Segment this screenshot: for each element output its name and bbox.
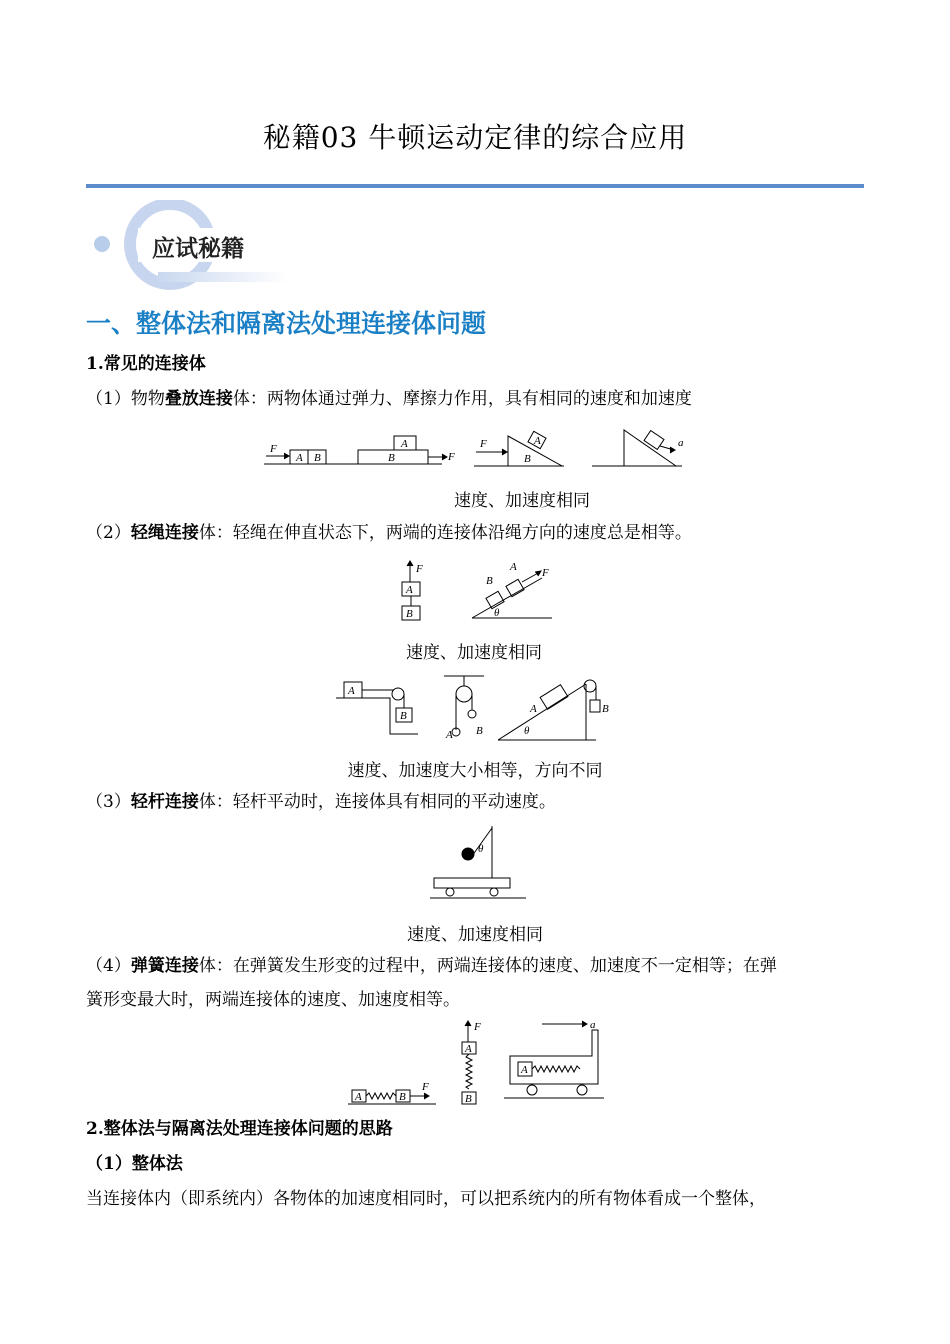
item-key-term: 轻杆连接 [130, 792, 199, 812]
subheading-common-connectors: 1.常见的连接体 [86, 354, 206, 374]
svg-text:F: F [422, 1081, 429, 1093]
spring-connection-figures [346, 1018, 606, 1108]
svg-text:A: A [534, 435, 541, 447]
svg-text:F: F [542, 567, 549, 579]
item-text: 体：在弹簧发生形变的过程中，两端连接体的速度、加速度不一定相等；在弹 [198, 956, 777, 976]
item-text: 体：轻杆平动时，连接体具有相同的平动速度。 [198, 792, 556, 812]
item-key-term: 弹簧连接 [130, 956, 199, 976]
page-title: 秘籍03 牛顿运动定律的综合应用 [262, 121, 688, 154]
svg-text:a: a [590, 1019, 596, 1031]
pulley-figures [334, 672, 624, 744]
svg-text:A: A [406, 584, 413, 596]
svg-text:B: B [388, 452, 395, 464]
svg-text:A: A [446, 729, 453, 741]
subheading-method-approach: 2.整体法与隔离法处理连接体问题的思路 [86, 1119, 393, 1139]
item-spring-connection [86, 953, 777, 979]
svg-text:θ: θ [524, 725, 530, 737]
item-number: （4） [86, 956, 131, 976]
item-number: （3） [86, 792, 131, 812]
item-text: 体：两物体通过弹力、摩擦力作用，具有相同的速度和加速度 [232, 389, 692, 409]
subheading-whole-method: （1）整体法 [86, 1154, 183, 1174]
svg-text:A: A [355, 1091, 362, 1103]
caption-same-velocity-3: 速度、加速度相同 [407, 925, 543, 945]
svg-text:F: F [480, 438, 487, 450]
stacked-connection-figures [262, 428, 702, 472]
svg-text:A: A [348, 685, 355, 697]
body-paragraph: 当连接体内（即系统内）各物体的加速度相同时，可以把系统内的所有物体看成一个整体， [86, 1189, 766, 1209]
svg-text:B: B [524, 453, 531, 465]
svg-text:a: a [678, 437, 684, 449]
svg-text:F: F [416, 563, 423, 575]
svg-text:F: F [270, 443, 277, 455]
svg-text:F: F [474, 1021, 481, 1033]
svg-text:B: B [314, 452, 321, 464]
item-text: 体：轻绳在伸直状态下，两端的连接体沿绳方向的速度总是相等。 [198, 523, 692, 543]
item-spring-connection-line2: 簧形变最大时，两端连接体的速度、加速度相等。 [86, 990, 460, 1010]
item-key-term: 叠放连接 [164, 389, 233, 409]
exam-secrets-banner [88, 200, 298, 292]
item-rope-connection [86, 520, 692, 546]
title-rule [86, 184, 864, 188]
svg-text:B: B [465, 1093, 472, 1105]
svg-text:B: B [399, 1091, 406, 1103]
item-stacked-connection [86, 386, 692, 412]
svg-text:A: A [521, 1064, 528, 1076]
svg-text:B: B [400, 710, 407, 722]
svg-text:θ: θ [494, 607, 500, 619]
svg-text:B: B [486, 575, 493, 587]
svg-text:B: B [406, 608, 413, 620]
rope-connection-figures [392, 560, 562, 624]
caption-equal-magnitude: 速度、加速度大小相等，方向不同 [347, 761, 603, 781]
item-key-term: 轻绳连接 [130, 523, 199, 543]
svg-text:A: A [510, 561, 517, 573]
item-number: （1）物物 [86, 389, 165, 409]
svg-text:θ: θ [478, 843, 484, 855]
svg-text:A: A [465, 1043, 472, 1055]
item-rod-connection [86, 789, 556, 815]
banner-label: 应试秘籍 [152, 236, 244, 262]
caption-same-velocity-2: 速度、加速度相同 [406, 643, 542, 663]
item-number: （2） [86, 523, 131, 543]
svg-text:B: B [602, 703, 609, 715]
svg-text:A: A [296, 452, 303, 464]
rod-cart-figure [430, 822, 530, 904]
svg-text:A: A [401, 438, 408, 450]
svg-text:A: A [530, 703, 537, 715]
section-heading: 一、整体法和隔离法处理连接体问题 [86, 309, 487, 338]
svg-text:F: F [448, 451, 455, 463]
caption-same-velocity-1: 速度、加速度相同 [454, 491, 590, 511]
svg-text:B: B [476, 725, 483, 737]
